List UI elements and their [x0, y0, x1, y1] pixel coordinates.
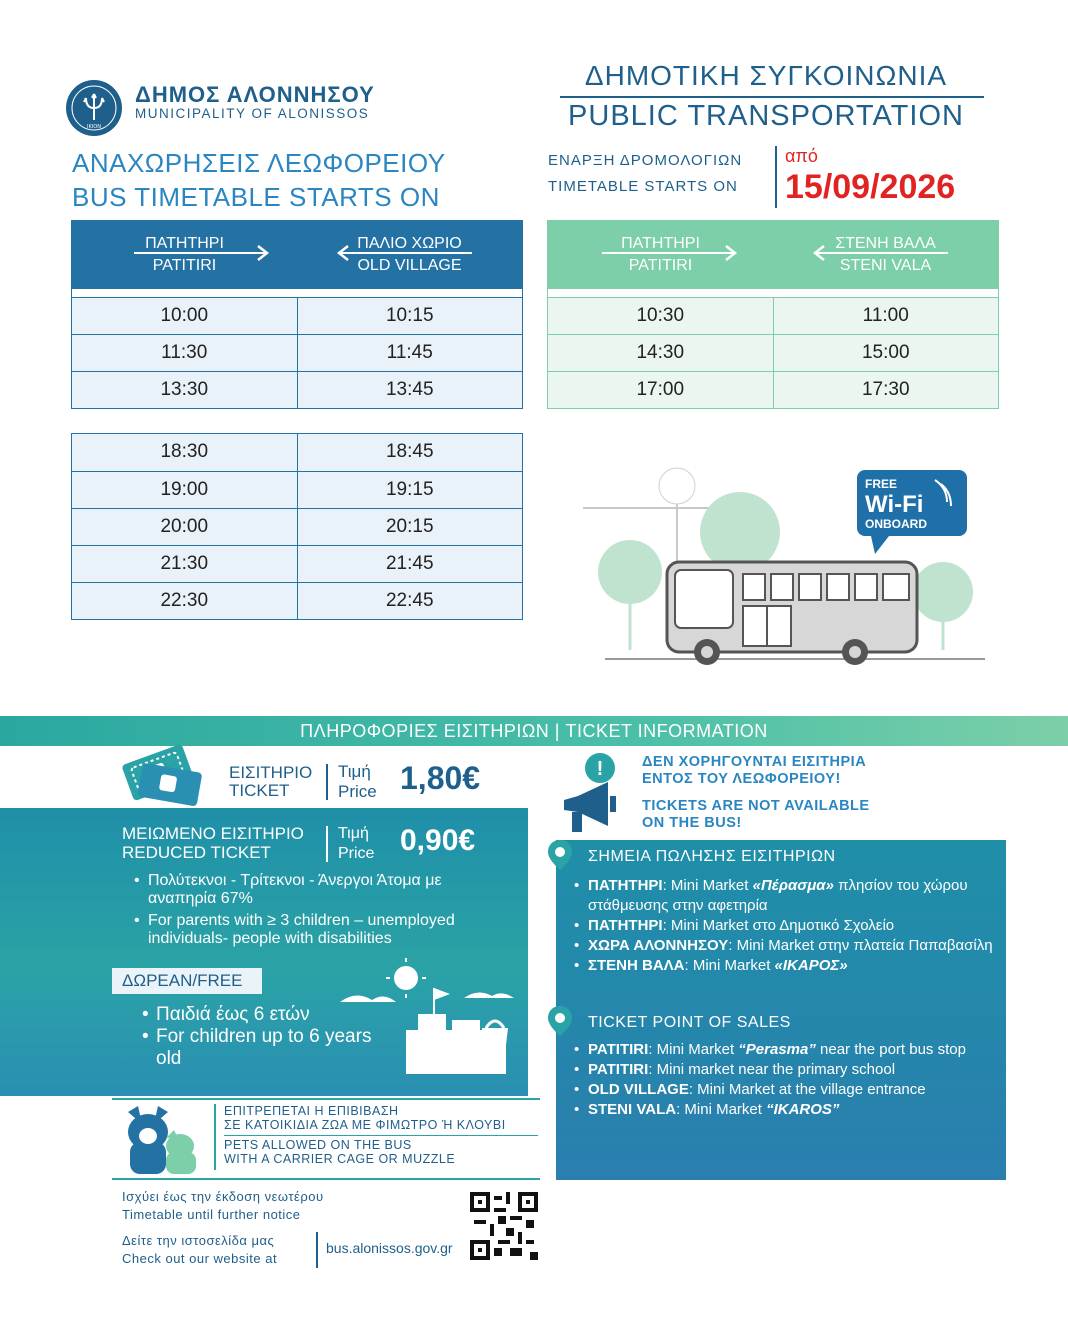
point-shop-name: “Perasma”: [738, 1041, 816, 1058]
table-row: [72, 334, 522, 371]
header-patitiri-gr: ΠΑΤΗΤΗΡΙ: [145, 235, 224, 252]
start-divider: [775, 146, 777, 208]
notice-en-line1: TICKETS ARE NOT AVAILABLE: [642, 798, 870, 814]
reduced-price: 0,90€: [400, 824, 476, 857]
pets-text: [224, 1104, 538, 1166]
notice-spacer: [642, 788, 870, 798]
ticket-label: [229, 764, 312, 800]
ticket-label-en: TICKET: [229, 781, 290, 800]
tree-icon: [913, 562, 973, 650]
point-shop: : Mini Market: [684, 957, 775, 974]
point-shop: : Mini market near the primary school: [648, 1061, 896, 1078]
list-item: • For parents with ≥ 3 children – unemployed individuals- people with disabilities: [134, 912, 514, 948]
table-row: [72, 545, 522, 582]
reduced-price-label-en: Price: [338, 845, 375, 862]
timetable-old-village: [71, 220, 523, 409]
arrow-right-icon: [602, 245, 740, 261]
ticket-price: 1,80€: [400, 760, 481, 796]
municipality-name-en: MUNICIPALITY OF ALONISSOS: [135, 106, 370, 121]
header-patitiri-en: PATITIRI: [152, 257, 217, 274]
reduced-label-en: REDUCED TICKET: [122, 843, 271, 862]
point-location: ΠΑΤΗΤΗΡΙ: [588, 917, 663, 934]
ticket-price-label: [338, 762, 377, 802]
ticket-label-gr: ΕΙΣΙΤΗΡΙΟ: [229, 763, 313, 782]
left-heading-en: BUS TIMETABLE STARTS ON: [72, 182, 440, 212]
ticket-price-label-gr: Τιμή: [338, 762, 371, 781]
website-note-en: Check out our website at: [122, 1251, 278, 1266]
location-pin-icon: [548, 1006, 572, 1036]
timetable-steni-vala: [547, 220, 999, 409]
wifi-text: Wi-Fi: [865, 491, 924, 518]
point-location: STENI VALA: [588, 1101, 677, 1118]
timetable-header: [548, 221, 998, 289]
arrival-time: 21:45: [297, 546, 523, 582]
table-row: [72, 508, 522, 545]
departure-time: 11:30: [161, 342, 208, 363]
arrival-time: 19:15: [297, 472, 523, 508]
transport-title-en: PUBLIC TRANSPORTATION: [568, 100, 964, 132]
website-note: [122, 1232, 277, 1268]
location-pin-icon: [548, 840, 572, 870]
arrival-time: 17:30: [773, 372, 999, 408]
header-old-village-gr: ΠΑΛΙΟ ΧΩΡΙΟ: [357, 235, 462, 252]
wifi-onboard-text: ONBOARD: [865, 517, 927, 531]
arrow-right-icon: [134, 245, 272, 261]
qr-code-icon[interactable]: [470, 1192, 538, 1260]
point-shop-name: «Πέρασμα»: [752, 877, 834, 894]
logo-seal-text: ΙΚΙΟΝ: [87, 124, 101, 130]
list-item: • For children up to 6 years old: [142, 1026, 372, 1070]
point-shop: : Mini Market: [648, 1041, 739, 1058]
start-label-en: TIMETABLE STARTS ON: [548, 178, 738, 195]
point-location: OLD VILLAGE: [588, 1081, 689, 1098]
pets-icon: [122, 1102, 204, 1176]
point-shop: : Mini Market: [662, 877, 753, 894]
point-shop-name: “IKAROS”: [766, 1101, 840, 1118]
point-location: ΠΑΤΗΤΗΡΙ: [588, 877, 663, 894]
tree-icon: [598, 540, 662, 650]
trident-icon: [66, 80, 122, 136]
table-row: [72, 471, 522, 508]
arrival-time: 20:15: [297, 509, 523, 545]
list-item: • Παιδιά έως 6 ετών: [142, 1004, 372, 1026]
header-old-village-en: OLD VILLAGE: [357, 257, 462, 274]
point-detail: near the port bus stop: [815, 1041, 966, 1058]
pets-divider-top: [112, 1098, 540, 1100]
arrival-time: 11:45: [297, 335, 523, 371]
reduced-price-label: [338, 824, 374, 864]
points-title-en: TICKET POINT OF SALES: [588, 1014, 791, 1031]
start-date: 15/09/2026: [785, 168, 956, 206]
pets-en-line2: WITH A CARRIER CAGE OR MUZZLE: [224, 1152, 456, 1166]
list-item: [574, 1080, 994, 1100]
arrow-left-icon: [334, 245, 472, 261]
no-tickets-on-bus-notice: [642, 754, 870, 832]
table-row: [548, 334, 998, 371]
sandcastle-icon: [336, 956, 524, 1080]
ticket-info-banner: ΠΛΗΡΟΦΟΡΙΕΣ ΕΙΣΙΤΗΡΙΩΝ | TICKET INFORMATION: [0, 716, 1068, 746]
point-location: ΧΩΡΑ ΑΛΟΝΝΗΣΟΥ: [588, 937, 729, 954]
departure-time: 10:00: [160, 305, 209, 326]
departure-time: 13:30: [160, 379, 209, 400]
arrival-time: 15:00: [773, 335, 999, 371]
timetable-header: [72, 221, 522, 289]
header-gap: [548, 289, 998, 297]
header-patitiri-gr: ΠΑΤΗΤΗΡΙ: [621, 235, 700, 252]
header-steni-vala-gr: ΣΤΕΝΗ ΒΑΛΑ: [835, 235, 936, 252]
departure-time: 22:30: [160, 590, 209, 611]
departure-time: 17:00: [636, 379, 685, 400]
notice-gr-line1: ΔΕΝ ΧΟΡΗΓΟΥΝΤΑΙ ΕΙΣΙΤΗΡΙΑ: [642, 754, 867, 770]
validity-en: Timetable until further notice: [122, 1207, 301, 1222]
departure-time: 20:00: [160, 516, 209, 537]
arrow-left-icon: [810, 245, 948, 261]
left-heading: [72, 146, 446, 214]
reduced-label-gr: ΜΕΙΩΜΕΝΟ ΕΙΣΙΤΗΡΙΟ: [122, 824, 304, 843]
validity-gr: Ισχύει έως την έκδοση νεωτέρου: [122, 1189, 324, 1204]
point-shop: : Mini Market στην πλατεία Παπαβασίλη: [728, 937, 993, 954]
wifi-free-text: FREE: [865, 477, 898, 491]
bus-illustration: [575, 462, 995, 667]
ticket-icon: [116, 732, 208, 814]
arrival-time: 18:45: [297, 434, 523, 471]
points-title-gr: ΣΗΜΕΙΑ ΠΩΛΗΣΗΣ ΕΙΣΙΤΗΡΙΩΝ: [588, 848, 836, 865]
reduced-eligibility-list: [134, 872, 514, 948]
point-location: PATITIRI: [588, 1061, 649, 1078]
departure-time: 19:00: [160, 479, 209, 500]
reduced-label: [122, 824, 304, 862]
point-location: PATITIRI: [588, 1041, 649, 1058]
notice-en-line2: ON THE BUS!: [642, 815, 742, 831]
validity-note: [122, 1188, 324, 1224]
points-list-en: [574, 1040, 994, 1120]
list-item: [574, 956, 994, 976]
departure-time: 14:30: [636, 342, 685, 363]
point-shop-name: «ΙΚΑΡΟΣ»: [774, 957, 848, 974]
table-row: [72, 297, 522, 334]
departure-time: 21:30: [160, 553, 209, 574]
list-item: [574, 936, 994, 956]
header-gap: [72, 289, 522, 297]
bus-icon: [667, 562, 917, 665]
from-label: από: [785, 146, 818, 166]
megaphone-icon: [556, 752, 632, 834]
header-steni-vala-en: STENI VALA: [839, 257, 932, 274]
arrival-time: 13:45: [297, 372, 523, 408]
left-heading-gr: ΑΝΑΧΩΡΗΣΕΙΣ ΛΕΩΦΟΡΕΙΟΥ: [72, 148, 446, 178]
point-detail: πλησίον του χώρου στάθμευσης στην αφετηρία: [588, 877, 968, 914]
notice-gr-line2: ΕΝΤΟΣ ΤΟΥ ΛΕΩΦΟΡΕΙΟΥ!: [642, 771, 841, 787]
list-item: [574, 1100, 994, 1120]
municipality-logo: [66, 80, 122, 136]
table-row: [72, 371, 522, 408]
reduced-divider: [326, 826, 328, 862]
arrival-time: 22:45: [297, 583, 523, 619]
reduced-price-label-gr: Τιμή: [338, 825, 369, 842]
pets-gr-line2: ΣΕ ΚΑΤΟΙΚΙΔΙΑ ΖΩΑ ΜΕ ΦΙΜΩΤΡΟ Ή ΚΛΟΥΒΙ: [224, 1118, 506, 1132]
list-item: [574, 1060, 994, 1080]
table-row: [548, 371, 998, 408]
website-note-gr: Δείτε την ιστοσελίδα μας: [122, 1233, 275, 1248]
timetable-old-village-evening: [71, 433, 523, 620]
title-divider: [560, 96, 984, 98]
pets-en-line1: PETS ALLOWED ON THE BUS: [224, 1138, 412, 1152]
municipality-name-gr: ΔΗΜΟΣ ΑΛΟΝΝΗΣΟΥ: [135, 82, 375, 107]
point-location: ΣΤΕΝΗ ΒΑΛΑ: [588, 957, 685, 974]
departure-time: 10:30: [636, 305, 685, 326]
point-shop: : Mini Market at the village entrance: [688, 1081, 926, 1098]
point-shop: : Mini Market: [676, 1101, 767, 1118]
pets-divider-vertical: [214, 1104, 216, 1170]
notice-exclamation: !: [596, 758, 604, 780]
pets-gr-line1: ΕΠΙΤΡΕΠΕΤΑΙ Η ΕΠΙΒΙΒΑΣΗ: [224, 1104, 399, 1118]
transport-title-gr: ΔΗΜΟΤΙΚΗ ΣΥΓΚΟΙΝΩΝΙΑ: [584, 60, 948, 91]
website-link[interactable]: bus.alonissos.gov.gr: [326, 1240, 453, 1256]
arrival-time: 11:00: [773, 298, 999, 334]
ticket-divider: [326, 764, 328, 800]
website-divider: [316, 1232, 318, 1268]
point-shop: : Mini Market στο Δημοτικό Σχολείο: [662, 917, 895, 934]
table-row: [548, 297, 998, 334]
list-item: [574, 916, 994, 936]
free-label: ΔΩΡΕΑΝ/FREE: [122, 971, 243, 990]
wifi-badge: [857, 470, 967, 554]
points-list-gr: [574, 876, 994, 976]
departure-time: 18:30: [160, 441, 209, 462]
list-item: [574, 1040, 994, 1060]
header-patitiri-en: PATITIRI: [628, 257, 693, 274]
start-label-gr: ΕΝΑΡΞΗ ΔΡΟΜΟΛΟΓΙΩΝ: [548, 152, 743, 169]
pets-text-divider: [224, 1135, 538, 1136]
pets-divider-bottom: [112, 1178, 540, 1180]
list-item: • Πολύτεκνοι - Τρίτεκνοι - Άνεργοι Άτομα με αναπηρία 67%: [134, 872, 514, 908]
table-row: [72, 434, 522, 471]
table-row: [72, 582, 522, 619]
arrival-time: 10:15: [297, 298, 523, 334]
ticket-price-label-en: Price: [338, 782, 377, 801]
list-item: [574, 876, 994, 916]
